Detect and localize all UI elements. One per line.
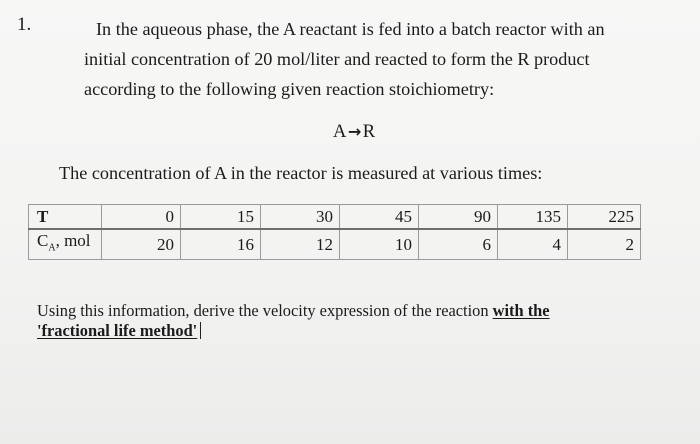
problem-statement [84,14,666,104]
reaction-arrow-icon: → [347,122,362,141]
instruction-text [37,301,647,341]
time-cell: 0 [102,205,181,230]
concentration-cell: 16 [181,229,261,260]
concentration-symbol: C [37,231,49,250]
reactant-label: A [333,122,347,142]
reaction-equation [333,122,376,143]
measurement-sentence: The concentration of A in the reactor is measured at various times: [59,163,543,183]
concentration-subscript: A [48,242,56,254]
text-cursor [200,322,201,339]
table-row-concentration [29,229,641,260]
instruction-line-1 [37,301,647,321]
time-cell: 45 [340,205,419,230]
concentration-unit: , mol [55,231,91,250]
statement-line-2: initial concentration of 20 mol/liter and reacted to form the R product [84,49,590,69]
instruction-line-2 [37,321,647,341]
statement-line-1: In the aqueous phase, the A reactant is fed into a batch reactor with an [96,19,605,39]
question-number: 1. [17,14,32,35]
concentration-header [29,229,102,260]
concentration-cell: 4 [498,229,568,260]
concentration-cell: 2 [568,229,641,260]
statement-line-3: according to the following given reaction stoichiometry: [84,79,495,99]
time-cell: 225 [568,205,641,230]
time-cell: 90 [419,205,498,230]
concentration-table [28,204,641,260]
table-row-time [29,205,641,230]
time-header: T [29,205,102,230]
concentration-cell: 12 [261,229,340,260]
time-cell: 15 [181,205,261,230]
instruction-body: Using this information, derive the velocity expression of the reaction [37,301,493,320]
instruction-emphasis-1: with the [492,301,550,320]
time-cell: 135 [498,205,568,230]
concentration-cell: 20 [102,229,181,260]
concentration-cell: 10 [340,229,419,260]
concentration-cell: 6 [419,229,498,260]
instruction-emphasis-2: 'fractional life method' [37,321,198,340]
time-cell: 30 [261,205,340,230]
product-label: R [362,122,376,142]
